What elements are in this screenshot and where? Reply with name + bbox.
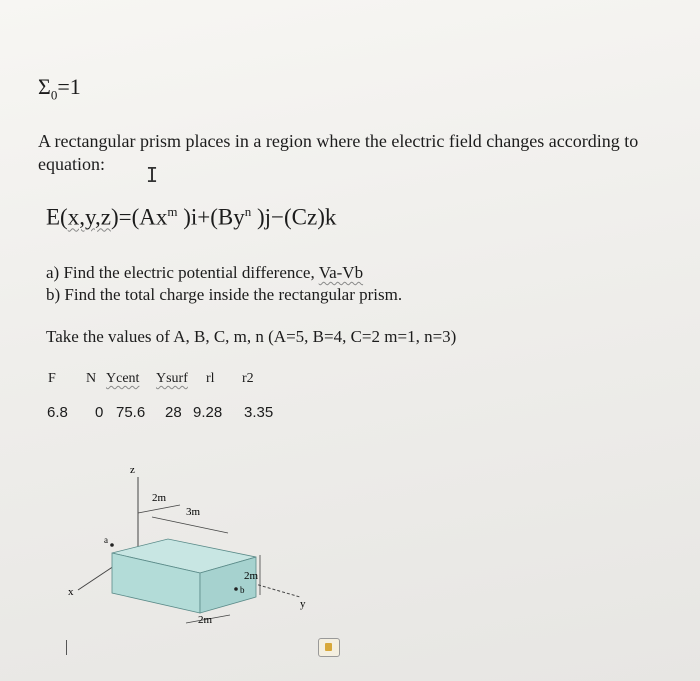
value-r2: 3.35 (244, 404, 274, 421)
header-ycent: Ycent (106, 371, 140, 386)
given-values: Take the values of A, B, C, m, n (A=5, B=4, C=2 m=1, n=3) (46, 327, 457, 346)
dim-depth-label: 3m (186, 506, 201, 518)
dim-bottom-label: 2m (198, 614, 213, 626)
point-b-marker (234, 587, 238, 591)
text-caret (66, 640, 67, 655)
eq-exp-m: m (167, 204, 178, 219)
dim-top-label: 2m (152, 492, 167, 504)
question-a-vavb: Va-Vb (318, 263, 364, 282)
point-a-marker (110, 543, 114, 547)
problem-line-1: A rectangular prism places in a region where the electric field changes according to (38, 131, 639, 151)
question-a (46, 262, 363, 284)
dim-height-label: 2m (244, 570, 259, 582)
heading-rest: =1 (57, 74, 81, 99)
value-ycent: 75.6 (116, 404, 146, 421)
value-n: 0 (95, 404, 104, 421)
value-ysurf: 28 (165, 404, 182, 421)
text-cursor-icon: I (146, 163, 159, 187)
header-rl: rl (206, 371, 215, 386)
field-equation (46, 204, 336, 231)
eq-part-1: E( (46, 204, 68, 230)
y-axis-label: y (300, 598, 306, 610)
header-ysurf: Ysurf (156, 371, 188, 386)
question-b: b) Find the total charge inside the rectangular prism. (46, 285, 403, 304)
point-b-label: b (240, 585, 245, 595)
x-axis-label: x (68, 586, 74, 598)
prism-diagram (60, 455, 320, 635)
eq-part-3: )=(Ax (110, 204, 168, 230)
heading (38, 74, 81, 103)
notes-icon[interactable] (318, 638, 340, 657)
question-a-text: a) Find the electric potential difference, (46, 263, 319, 282)
point-a-label: a (104, 535, 108, 545)
eq-exp-n: n (244, 204, 252, 219)
z-axis-label: z (130, 464, 135, 476)
eq-part-7: )j−(Cz)k (251, 204, 337, 230)
dim-line-depth (152, 517, 228, 533)
eq-coords: x,y,z (67, 204, 111, 230)
value-f: 6.8 (47, 404, 68, 421)
problem-line-2: equation: (38, 154, 105, 174)
header-n: N (86, 371, 97, 386)
eq-part-5: )i+(By (177, 204, 245, 230)
dim-line-top (138, 505, 180, 513)
header-f: F (48, 371, 56, 386)
sigma-symbol: Σ (38, 74, 51, 99)
header-r2: r2 (242, 371, 254, 386)
sigma-subscript: 0 (50, 87, 58, 103)
value-rl: 9.28 (193, 404, 223, 421)
